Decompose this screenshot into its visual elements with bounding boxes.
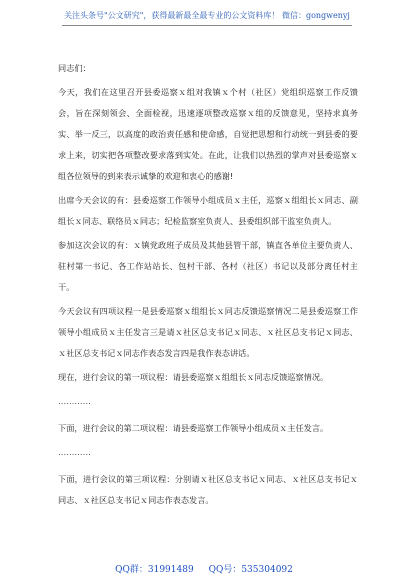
page-footer — [0, 562, 408, 575]
paragraph-agenda-item-3: 下面，进行会议的第三项议程：分别请ｘ社区总支书记ｘ同志、ｘ社区总支书记ｘ同志、ｘ社区总支书记ｘ同志作表态发言。 — [58, 474, 358, 505]
paragraph-agenda-item-2: 下面，进行会议的第二项议程：请县委巡察工作领导小组成员ｘ主任发言。 — [58, 423, 329, 433]
document-body — [58, 58, 358, 514]
paragraph-attendees-participating: 参加这次会议的有：ｘ镇党政班子成员及其他县管干部，镇直各单位主要负责人、驻村第一书记、各工作站站长、包村干部、各村（社区）书记以及部分离任村主干。 — [58, 240, 358, 292]
ellipsis-separator: ………… — [58, 396, 91, 406]
paragraph-opening: 今天，我们在这里召开县委巡察ｘ组对我镇ｘ个村（社区）党组织巡察工作反馈会，旨在深刻领会、全面检视，迅速逐项整改巡察ｘ组的反馈意见，坚持求真务实、举一反三，以高度的政治责任感和使命感，自觉把思想和行动统一到县委的要求上来，切实把各项整改要求落到实处。在此，让我们以热烈的掌声对县委巡察ｘ组各位领导的到来表示诚挚的欢迎和衷心的感谢! — [58, 87, 358, 181]
paragraph-agenda-item-1: 现在，进行会议的第一项议程：请县委巡察ｘ组组长ｘ同志反馈巡察情况。 — [58, 372, 329, 382]
ellipsis-separator: ………… — [58, 447, 91, 457]
paragraph-agenda: 今天会议有四项议程一是县委巡察ｘ组组长ｘ同志反馈巡察情况二是县委巡察工作领导小组成员ｘ主任发言三是请ｘ社区总支书记ｘ同志、ｘ社区总支书记ｘ同志、ｘ社区总支书记ｘ同志作表态发言四是我作表态讲话。 — [58, 306, 358, 358]
page-header-banner: 关注头条号"公文研究"，获得最新最全最专业的公文资料库！ 微信：gongwenyj — [62, 10, 352, 26]
paragraph-attendees-present: 出席今天会议的有：县委巡察工作领导小组成员ｘ主任，巡察ｘ组组长ｘ同志、副组长ｘ同志、联络员ｘ同志；纪检监察室负责人、县委组织部干监室负责人。 — [58, 195, 358, 226]
footer-qq-group: QQ群：31991489 — [115, 565, 194, 575]
footer-qq-number: QQ号：535304092 — [208, 565, 293, 575]
salutation: 同志们： — [58, 63, 91, 73]
